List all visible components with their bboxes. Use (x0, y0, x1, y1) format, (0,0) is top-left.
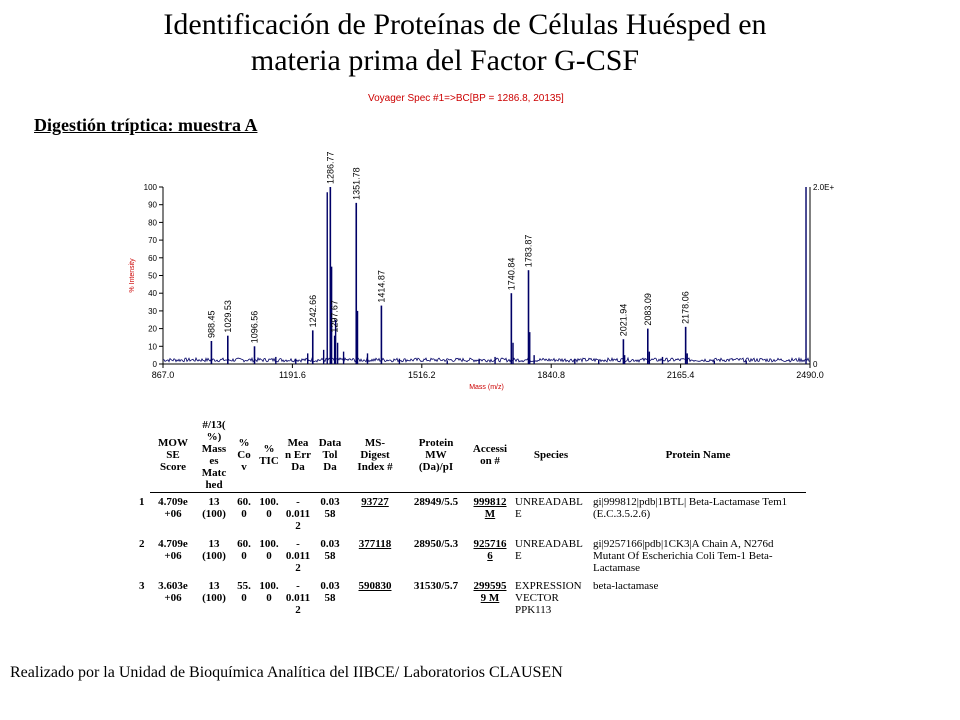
x-tick-label: 867.0 (151, 370, 175, 380)
sample-subtitle: Digestión tríptica: muestra A (34, 115, 258, 135)
table-header-row (150, 418, 806, 493)
peak-label: 1096.56 (249, 310, 260, 344)
y-tick-label: 70 (148, 236, 157, 246)
protein-name-cell: beta-lactamase (593, 580, 659, 592)
table-row (150, 577, 806, 619)
col-header-err: Mea n Err Da (285, 437, 311, 473)
x-tick-label: 1516.2 (408, 370, 436, 380)
x-tick-label: 2165.4 (666, 370, 695, 380)
y-tick-label: 40 (148, 289, 157, 299)
species-cell: EXPRESSION VECTOR PPK113 (515, 580, 582, 616)
tol-cell: 0.03 58 (320, 580, 340, 604)
tic-cell: 100. 0 (259, 580, 279, 604)
score-cell: 2 4.709e +06 (139, 538, 188, 562)
peak-label: 1351.78 (351, 167, 362, 200)
mw-cell: 28949/5.5 (413, 496, 459, 508)
species-cell: UNREADABL E (515, 538, 583, 562)
peak-label: 1297.67 (329, 300, 340, 333)
col-header-protein-name: Protein Name (665, 449, 731, 461)
mw-cell: 28950/5.3 (413, 538, 459, 550)
peak-label: 2021.94 (618, 303, 629, 337)
right-axis-bottom-label: 0 (813, 360, 818, 369)
accession-link[interactable]: 999812 M (473, 496, 507, 520)
mw-cell: 31530/5.7 (413, 580, 459, 592)
col-header-species: Species (533, 449, 569, 461)
peak-label: 1740.84 (506, 257, 517, 291)
digest-link[interactable]: 93727 (361, 496, 389, 508)
rank-link[interactable]: 2 (139, 538, 145, 550)
peak-label: 1286.77 (325, 151, 336, 184)
digest-link[interactable]: 590830 (358, 580, 392, 592)
matched-cell: 13 (100) (202, 580, 226, 604)
peak-label: 2083.09 (642, 293, 653, 326)
tol-cell: 0.03 58 (320, 496, 340, 520)
peak-label: 1242.66 (307, 294, 318, 328)
species-cell: UNREADABL E (515, 496, 583, 520)
spectrum-label: Voyager Spec #1=>BC[BP = 1286.8, 20135] (368, 93, 564, 104)
right-axis-top-label: 2.0E+ (813, 183, 835, 192)
page-title-line-2: materia prima del Factor G-CSF (250, 44, 640, 77)
y-tick-label: 80 (148, 218, 157, 228)
x-tick-label: 2490.0 (796, 370, 824, 380)
footer-credit: Realizado por la Unidad de Bioquímica Analítica del IIBCE/ Laboratorios CLAUSEN (10, 664, 563, 681)
y-tick-label: 30 (148, 306, 157, 316)
err-cell: - 0.011 2 (285, 538, 311, 574)
cov-cell: 60. 0 (237, 538, 251, 562)
table-row (150, 493, 806, 535)
y-tick-label: 100 (143, 183, 157, 192)
y-tick-label: 20 (148, 324, 157, 334)
tic-cell: 100. 0 (259, 538, 279, 562)
baseline-noise (163, 358, 810, 362)
err-cell: - 0.011 2 (285, 496, 311, 532)
x-axis-title: Mass (m/z) (469, 384, 504, 391)
peak-label: 2178.06 (680, 291, 691, 324)
y-tick-label: 60 (148, 253, 157, 263)
accession-link[interactable]: 925716 6 (473, 538, 507, 562)
peak-label: 1783.87 (523, 234, 534, 268)
rank-link[interactable]: 3 (139, 580, 145, 592)
col-header-cov: % Co v (237, 437, 251, 473)
rank-link[interactable]: 1 (139, 496, 145, 508)
tol-cell: 0.03 58 (320, 538, 340, 562)
peak-label: 1414.87 (376, 270, 387, 303)
score-cell: 3 3.603e +06 (139, 580, 188, 604)
matched-cell: 13 (100) (202, 496, 226, 520)
tic-cell: 100. 0 (259, 496, 279, 520)
err-cell: - 0.011 2 (285, 580, 311, 616)
peak-label: 1029.53 (222, 300, 233, 333)
cov-cell: 60. 0 (237, 496, 251, 520)
protein-name-cell: gi|999812|pdb|1BTL| Beta-Lactamase Tem1 (E.C.3.5.2.6) (593, 496, 788, 520)
score-cell: 1 4.709e +06 (139, 496, 188, 520)
col-header-score: MOW SE Score (158, 437, 188, 473)
page-title-line-1: Identificación de Proteínas de Células Huésped en (163, 8, 767, 41)
col-header-matched: #/13( %) Mass es Matc hed (201, 419, 227, 491)
y-axis-title: % Intensity (129, 258, 136, 293)
peak-label: 988.45 (206, 310, 217, 338)
col-header-accession: Accessi on # (472, 443, 508, 467)
x-tick-label: 1191.6 (278, 370, 306, 380)
table-row (150, 535, 806, 577)
cov-cell: 55. 0 (237, 580, 251, 604)
digest-link[interactable]: 377118 (358, 538, 392, 550)
matched-cell: 13 (100) (202, 538, 226, 562)
y-tick-label: 10 (148, 342, 157, 352)
y-tick-label: 50 (148, 271, 157, 281)
col-header-tic: % TIC (259, 443, 279, 467)
results-table (139, 418, 806, 619)
col-header-mw: Protein MW (Da)/pI (418, 437, 454, 473)
y-tick-label: 0 (152, 360, 157, 369)
y-tick-label: 90 (148, 200, 157, 210)
col-header-digest: MS- Digest Index # (357, 437, 393, 473)
col-header-tol: Data Tol Da (318, 437, 342, 473)
x-tick-label: 1840.8 (537, 370, 565, 380)
protein-name-cell: gi|9257166|pdb|1CK3|A Chain A, N276d Mutant Of Escherichia Coli Tem-1 Beta-Lactamase (593, 538, 774, 574)
accession-link[interactable]: 299595 9 M (473, 580, 507, 604)
